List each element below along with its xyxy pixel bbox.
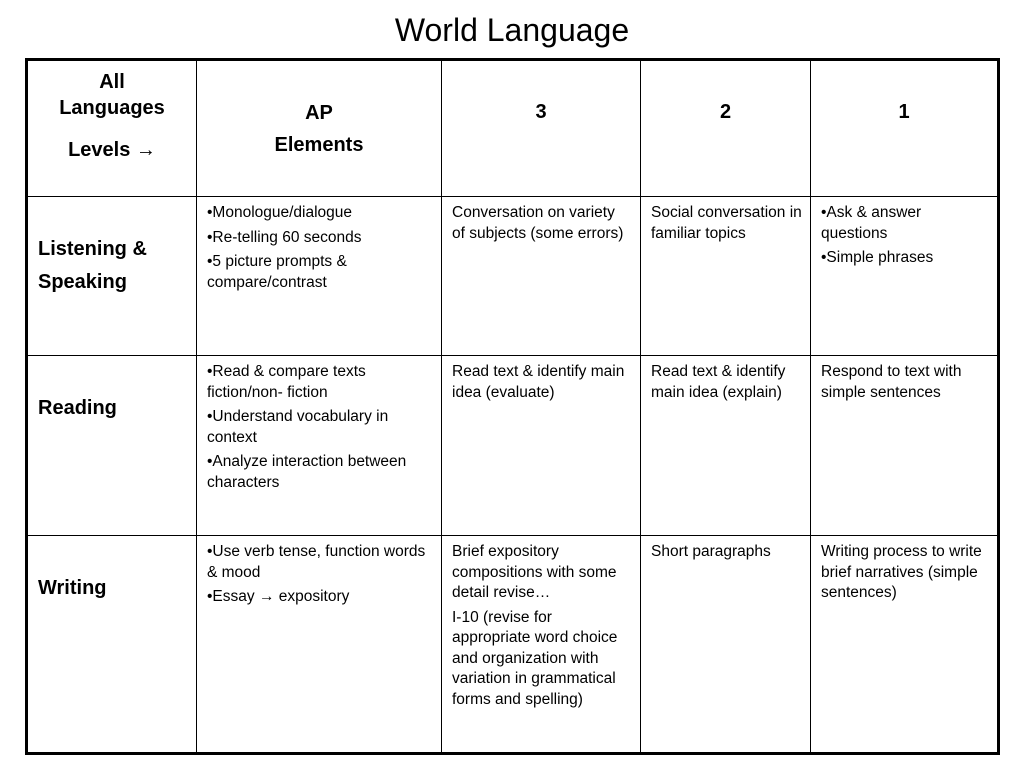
cell-text: Writing process to write brief narratives (simple sentences) bbox=[821, 543, 982, 601]
cell-text: I-10 (revise for appropriate word choice and organization with variation in grammatical forms and spelling) bbox=[452, 608, 618, 708]
cell-text: Short paragraphs bbox=[651, 543, 771, 560]
list-item: •Ask & answer questions bbox=[821, 204, 922, 242]
row-label-line2: Speaking bbox=[38, 271, 127, 293]
list-item: •Re-telling 60 seconds bbox=[207, 228, 362, 246]
level-1-cell-writing bbox=[811, 536, 999, 754]
row-label-reading: Reading bbox=[27, 356, 197, 536]
ap-cell-reading bbox=[197, 356, 442, 536]
table-row-listening-speaking bbox=[27, 197, 999, 356]
cell-text: Social conversation in familiar topics bbox=[651, 204, 802, 242]
level-3-cell-reading bbox=[442, 356, 641, 536]
level-2-cell-listening-speaking bbox=[641, 197, 811, 356]
cell-text: Respond to text with simple sentences bbox=[821, 363, 962, 401]
cell-text: Read text & identify main idea (explain) bbox=[651, 363, 786, 401]
ap-header-line1: AP bbox=[305, 102, 333, 124]
ap-elements-header bbox=[197, 60, 442, 197]
level-1-cell-listening-speaking bbox=[811, 197, 999, 356]
list-item: •Simple phrases bbox=[821, 249, 934, 266]
ap-header-line2: Elements bbox=[274, 134, 364, 156]
list-item: •Analyze interaction between characters bbox=[207, 453, 407, 491]
list-item: •5 picture prompts & compare/contrast bbox=[207, 253, 347, 291]
list-item: •Use verb tense, function words & mood bbox=[207, 543, 426, 581]
table-row-writing bbox=[27, 536, 999, 754]
right-arrow-icon: → bbox=[135, 139, 156, 161]
level-2-header: 2 bbox=[641, 60, 811, 197]
row-label-line1: Listening & bbox=[38, 238, 147, 260]
list-item: •Essay → expository bbox=[207, 588, 350, 605]
standards-table bbox=[25, 58, 1000, 755]
header-row bbox=[27, 60, 999, 197]
level-2-cell-writing bbox=[641, 536, 811, 754]
table-row-reading bbox=[27, 356, 999, 536]
corner-label-line1: All bbox=[99, 71, 125, 93]
ap-cell-writing bbox=[197, 536, 442, 754]
level-1-header: 1 bbox=[811, 60, 999, 197]
corner-header-cell bbox=[27, 60, 197, 197]
row-label-writing: Writing bbox=[27, 536, 197, 754]
level-2-cell-reading bbox=[641, 356, 811, 536]
list-item: •Understand vocabulary in context bbox=[207, 408, 389, 446]
cell-text: Brief expository compositions with some detail revise… bbox=[452, 543, 617, 601]
level-1-cell-reading bbox=[811, 356, 999, 536]
level-3-cell-listening-speaking bbox=[442, 197, 641, 356]
list-item: •Read & compare texts fiction/non- fiction bbox=[207, 363, 366, 401]
ap-cell-listening-speaking bbox=[197, 197, 442, 356]
list-item: •Monologue/dialogue bbox=[207, 204, 353, 221]
cell-text: Conversation on variety of subjects (some errors) bbox=[452, 204, 624, 242]
page-title: World Language bbox=[394, 12, 630, 48]
levels-label: Levels bbox=[68, 139, 131, 161]
row-label-listening-speaking bbox=[27, 197, 197, 356]
corner-label-line2: Languages bbox=[59, 97, 165, 119]
level-3-cell-writing bbox=[442, 536, 641, 754]
level-3-header: 3 bbox=[442, 60, 641, 197]
cell-text: Read text & identify main idea (evaluate) bbox=[452, 363, 625, 401]
